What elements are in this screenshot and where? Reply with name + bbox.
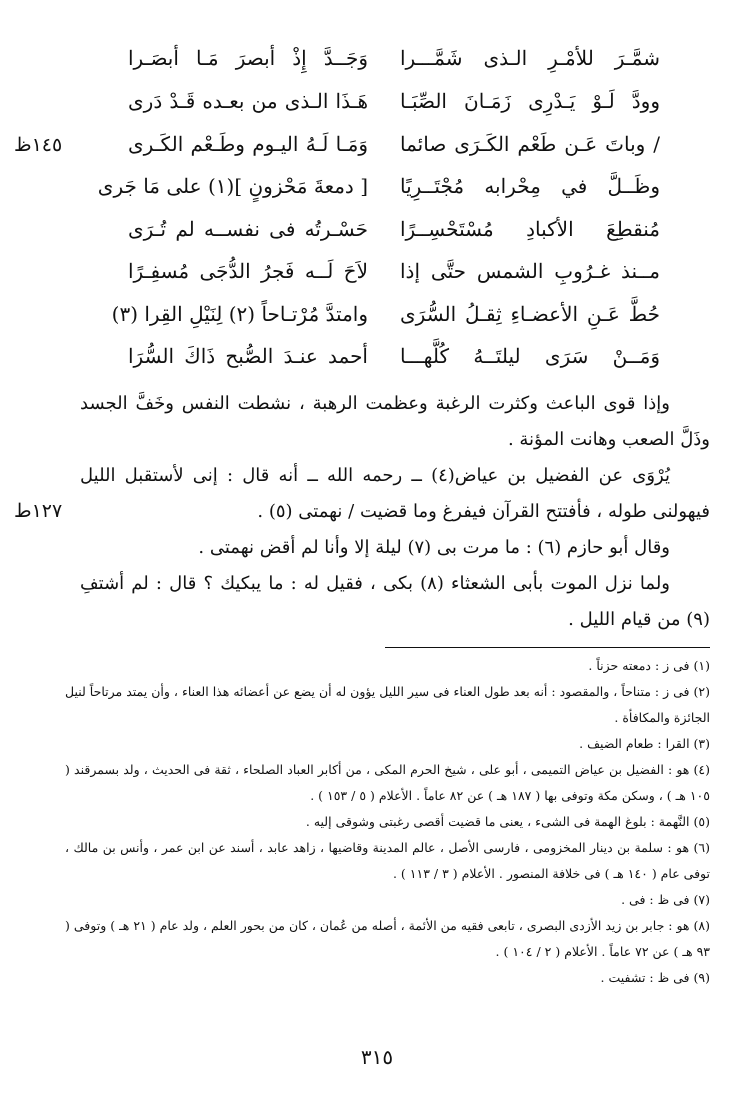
footnote: (٦) هو : سلمة بن دينار المخزومى ، فارسى الأصل ، عالم المدينة وقاضيها ، زاهد عابد ، أسند عن ابن عمر ، وأنس بن مالك ، توفى عام ( ١٤٠ هـ ) فى خلافة المنصور . الأعلام ( ٣ / ١١٣ ) . xyxy=(65,840,710,881)
verse-row xyxy=(0,251,755,291)
footnote: (٥) النَّهمة : بلوغ الهمة فى الشىء ، يعنى ما قضيت أقصى رغبتى وشوقى إليه . xyxy=(305,814,710,829)
verse-first-hemistich: مُنقطِعَ الأكبادِ مُسْتَحْسِــرًا xyxy=(400,217,660,241)
prose-paragraph: ولما نزل الموت بأبى الشعثاء (٨) بكى ، فقيل له : ما يبكيك ؟ قال : لم أشتفِ (٩) من قيام الليل . xyxy=(80,573,710,630)
verse-row xyxy=(0,209,755,249)
verse-second-hemistich: لاَحَ لَــه فَجرُ الدُّجَى مُسفِـرًا xyxy=(128,259,368,283)
verse-second-hemistich: [ دمعةَ مَحْزونٍ ](١) على مَا جَرى xyxy=(97,174,368,198)
footnote: (٩) فى ظ : تشفيت . xyxy=(600,970,710,985)
prose-block xyxy=(80,386,710,638)
prose-paragraph: وقال أبو حازم (٦) : ما مرت بى (٧) ليلة إلا وأنا لم أقض نهمتى . xyxy=(198,537,670,558)
verse-row xyxy=(0,336,755,376)
footnote: (٨) هو : جابر بن زيد الأزدى البصرى ، تابعى فقيه من الأئمة ، أصله من عُمان ، كان من بحور العلم ، ولد عام ( ٢١ هـ ) وتوفى ( ٩٣ هـ ) عن ٧٢ عاماً . الأعلام ( ٢ / ١٠٤ ) . xyxy=(65,918,710,959)
verse-second-hemistich: وامتدَّ مُرْتـاحاً (٢) لِنَيْلِ القِرا (٣) xyxy=(111,302,368,326)
footnote: (٢) فى ز : متناحاً ، والمقصود : أنه بعد طول العناء فى سير الليل يؤون له أن يضع عن أعضائه هذا العناء ، وأن يمتد مرتاحاً لنيل الجائزة والمكافأة . xyxy=(65,684,710,725)
footnote: (٤) هو : الفضيل بن عياض التميمى ، أبو على ، شيخ الحرم المكى ، من أكابر العباد الصلحاء ، ثقة فى الحديث ، ولد بسمرقند ( ١٠٥ هـ ) ، وسكن مكة وتوفى بها ( ١٨٧ هـ ) عن ٨٢ عاماً . الأعلام ( ٥ / ١٥٣ ) . xyxy=(65,762,710,803)
prose-paragraph: يُرْوَى عن الفضيل بن عياض(٤) ــ رحمه الله ــ أنه قال : إنى لأستقبل الليل فيهولنى طوله ، فأفتتح القرآن فيفرغ وما قضيت / نهمتى (٥) . xyxy=(80,465,710,522)
verse-row xyxy=(0,38,755,78)
verse-first-hemistich: وَمَــنْ سَرَى ليلتَــهُ كُلَّهـــا xyxy=(400,344,660,368)
verse-first-hemistich: وودَّ لَـوْ يَـدْرِى زَمَـانَ الصِّبَـا xyxy=(400,89,660,113)
page-number: ٣١٥ xyxy=(360,1045,394,1069)
prose-paragraph: وإذا قوى الباعث وكثرت الرغبة وعظمت الرهبة ، نشطت النفس وخَفَّ الجسد وذَلَّ الصعب وهانت المؤنة . xyxy=(80,393,710,450)
verse-second-hemistich: وَمَـا لَـهُ اليـوم وطَـعْم الكَـرى xyxy=(128,132,368,156)
margin-folio-marker: ١٢٧ط xyxy=(14,500,63,522)
verse-row xyxy=(0,166,755,206)
verse-row xyxy=(0,294,755,334)
footnote: (٧) فى ظ : فى . xyxy=(621,892,710,907)
footnote: (٣) القرا : طعام الضيف . xyxy=(579,736,710,751)
verse-second-hemistich: وَجَــدَّ إِذْ أبصرَ مَـا أبصَـرا xyxy=(128,46,368,70)
footnote: (١) فى ز : دمعته حزناً . xyxy=(588,658,710,673)
verse-second-hemistich: هَـذَا الـذى من بعـده قَـدْ دَرى xyxy=(128,89,368,113)
verse-first-hemistich: حُطَّ عَـنِ الأعضـاءِ ثِقـلُ السُّرَى xyxy=(400,302,660,326)
verse-first-hemistich: شمَّـرَ للأمْـرِ الـذى شَمَّـــرا xyxy=(400,46,660,70)
margin-folio-marker: ١٤٥ظ xyxy=(14,134,63,156)
verse-row xyxy=(0,124,755,164)
verse-second-hemistich: حَسْـرتُه فى نفســه لم تُـرَى xyxy=(128,217,368,241)
verse-row xyxy=(0,81,755,121)
verse-first-hemistich: وظَــلَّ في مِحْرابه مُجْتَــرِيًا xyxy=(400,174,660,198)
verse-first-hemistich: / وباتَ عَـن طَعْم الكَـرَى صائما xyxy=(400,132,660,156)
footnotes xyxy=(65,653,710,991)
verse-first-hemistich: مــنذ غـرُوبِ الشمس حتَّى إذا xyxy=(400,259,660,283)
verse-second-hemistich: أحمد عنـدَ الصُّبح ذَاكَ السُّرَا xyxy=(128,344,368,368)
footnote-separator xyxy=(385,647,710,648)
